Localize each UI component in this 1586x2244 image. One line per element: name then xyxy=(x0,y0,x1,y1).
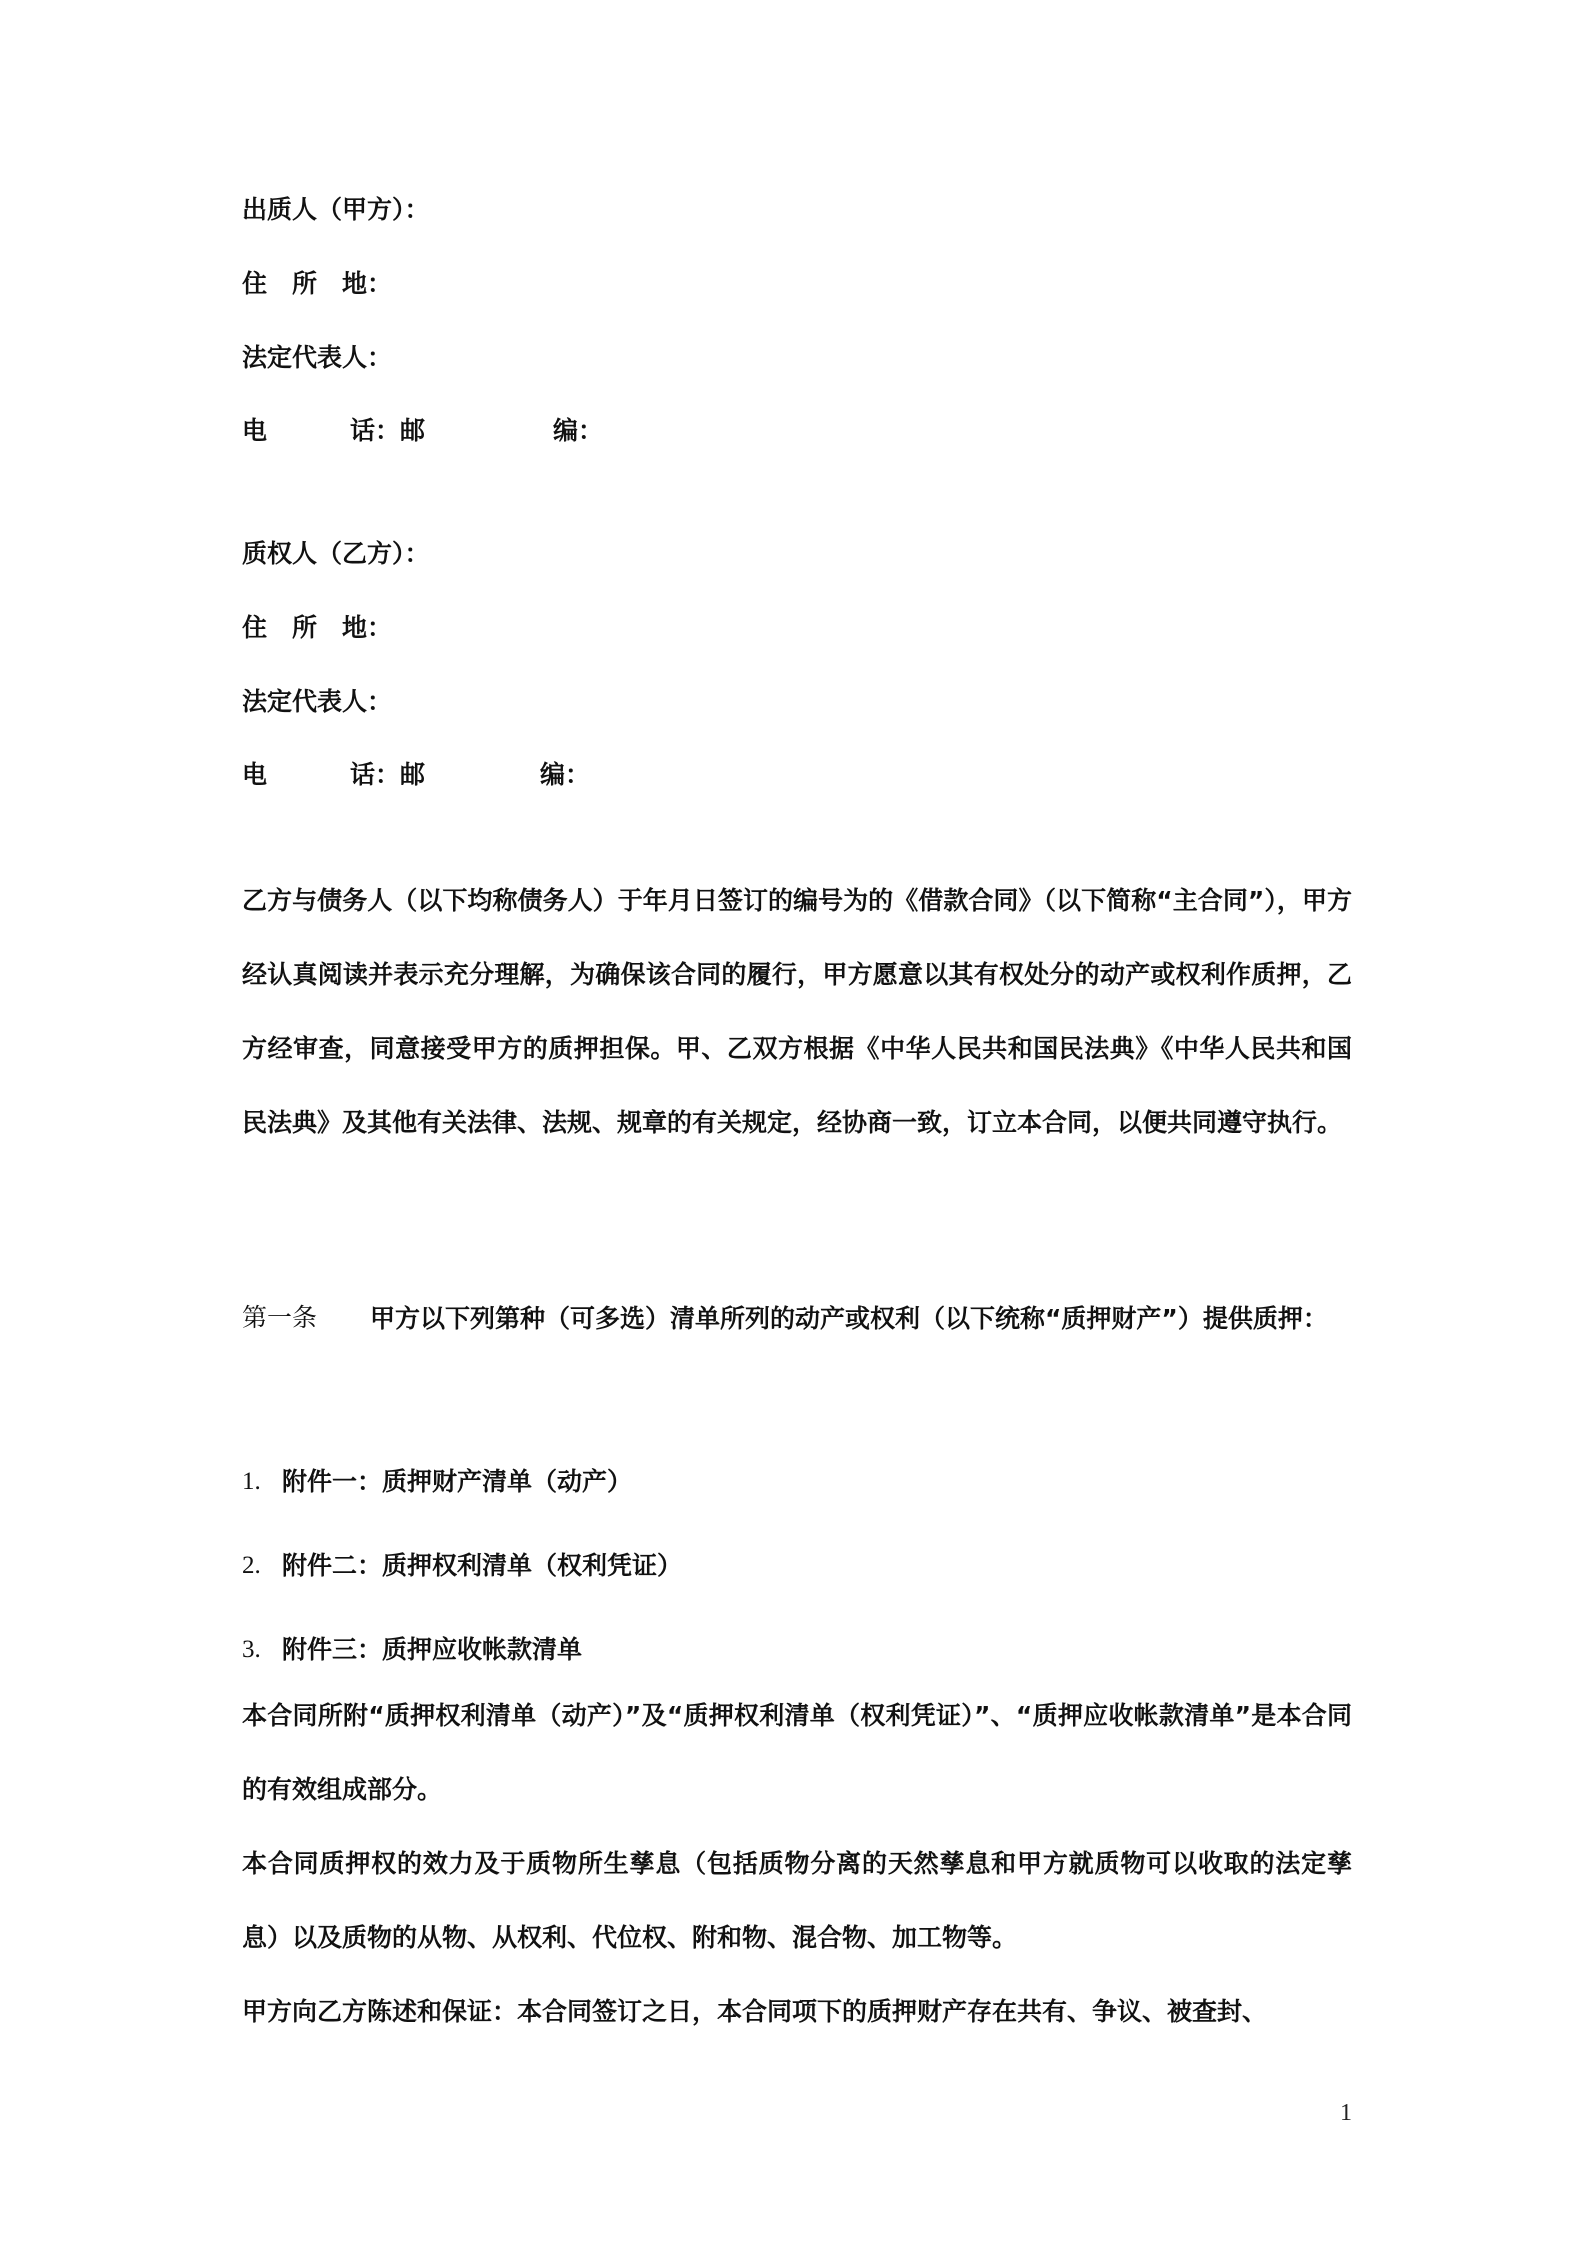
pledgor-phone-postcode-label: 话：邮 xyxy=(350,416,426,445)
attachment-3-number: 3. xyxy=(242,1636,261,1663)
attachment-2-number: 2. xyxy=(242,1552,261,1579)
attachment-2-text: 附件二：质押权利清单（权利凭证） xyxy=(282,1551,683,1580)
pledgor-address-label: 住 所 地： xyxy=(242,269,393,298)
article-1-number: 第一条 xyxy=(242,1305,318,1332)
pledgee-rep-label: 法定代表人： xyxy=(242,687,393,716)
pledgor-heading: 出质人（甲方）： xyxy=(242,195,430,224)
page-number: 1 xyxy=(1340,2100,1352,2126)
clause-effect-paragraph: 本合同质押权的效力及于质物所生孳息（包括质物分离的天然孳息和甲方就质物可以收取的法定孳息）以及质物的从物、从权利、代位权、附和物、混合物、加工物等。 xyxy=(242,1849,1352,1952)
attachment-1-number: 1. xyxy=(242,1468,261,1495)
pledgee-heading: 质权人（乙方）： xyxy=(242,539,430,568)
pledgor-rep-label: 法定代表人： xyxy=(242,343,393,372)
pledgee-phone-label: 电 xyxy=(242,760,268,789)
pledgee-postcode-label: 编： xyxy=(540,760,591,789)
pledgee-address-label: 住 所 地： xyxy=(242,613,393,642)
attachment-1-text: 附件一：质押财产清单（动产） xyxy=(282,1467,633,1496)
article-1-text: 甲方以下列第种（可多选）清单所列的动产或权利（以下统称“质押财产”）提供质押： xyxy=(370,1304,1328,1333)
clause-annex-paragraph: 本合同所附“质押权利清单（动产）”及“质押权利清单（权利凭证）”、“质押应收帐款清单”是本合同的有效组成部分。 xyxy=(242,1701,1352,1804)
pledgee-phone-postcode-label: 话：邮 xyxy=(350,760,426,789)
pledgor-phone-label: 电 xyxy=(242,416,268,445)
attachment-3-text: 附件三：质押应收帐款清单 xyxy=(282,1635,583,1664)
preamble-paragraph: 乙方与债务人（以下均称债务人）于年月日签订的编号为的《借款合同》（以下简称“主合同”），甲方经认真阅读并表示充分理解，为确保该合同的履行，甲方愿意以其有权处分的动产或权利作质押，乙方经审查，同意接受甲方的质押担保。甲、乙双方根据《中华人民共和国民法典》《中华人民共和国民法典》及其他有关法律、法规、规章的有关规定，经协商一致，订立本合同，以便共同遵守执行。 xyxy=(242,886,1352,1137)
pledgor-postcode-label: 编： xyxy=(553,416,604,445)
clause-warranty-paragraph: 甲方向乙方陈述和保证：本合同签订之日，本合同项下的质押财产存在共有、争议、被查封、 xyxy=(242,1997,1268,2026)
